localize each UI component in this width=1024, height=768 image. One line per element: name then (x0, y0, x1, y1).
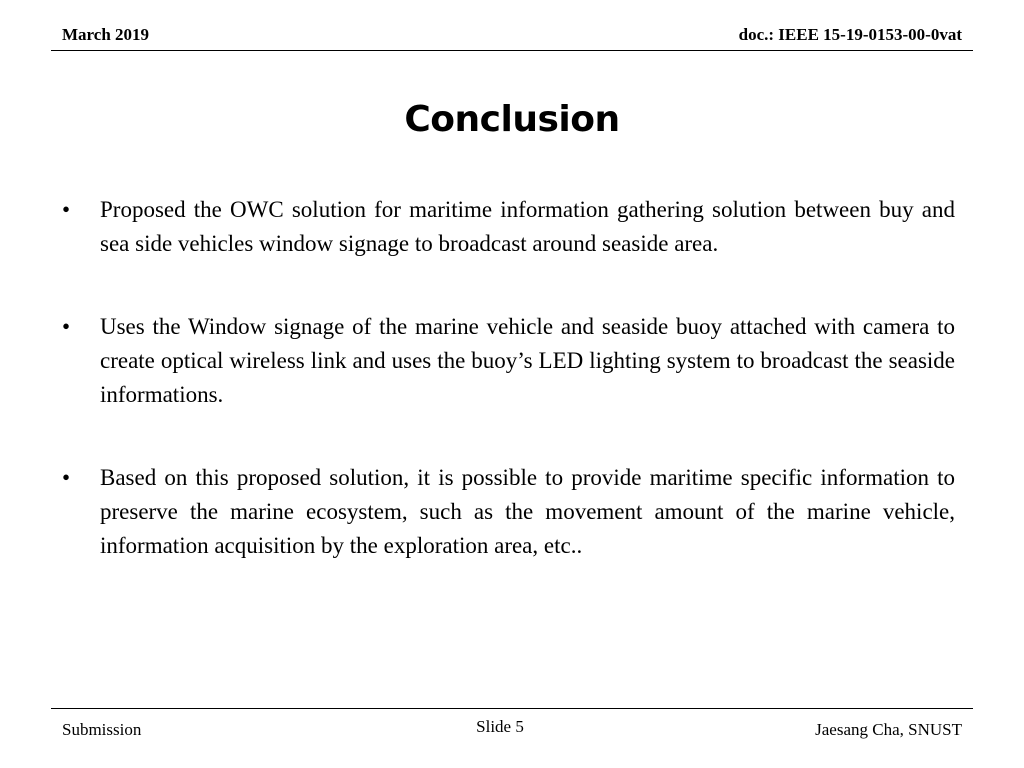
slide-number: Slide 5 (476, 717, 524, 736)
bullet-item (62, 193, 955, 261)
bullet-item (62, 310, 955, 412)
bullet-list (62, 193, 955, 563)
footer-author: Jaesang Cha, SNUST (815, 720, 962, 739)
bullet-marker: • (62, 197, 71, 222)
bullet-marker: • (62, 314, 71, 339)
header-doc-id: doc.: IEEE 15-19-0153-00-0vat (738, 25, 962, 44)
footer-submission: Submission (62, 720, 142, 739)
header-divider (51, 50, 973, 51)
header-date: March 2019 (62, 25, 150, 44)
footer-divider (51, 708, 973, 709)
bullet-item (62, 461, 955, 563)
bullet-text: Proposed the OWC solution for maritime information gathering solution between buy and sea side vehicles window signage to broadcast around seaside area. (100, 197, 955, 256)
bullet-text: Uses the Window signage of the marine vehicle and seaside buoy attached with camera to create optical wireless link and uses the buoy’s LED lighting system to broadcast the seaside informations. (100, 314, 955, 407)
bullet-text: Based on this proposed solution, it is possible to provide maritime specific information to preserve the marine ecosystem, such as the movement amount of the marine vehicle, information acquisition by the exploration area, etc.. (100, 465, 955, 558)
slide-title: Conclusion (404, 99, 620, 140)
bullet-marker: • (62, 465, 71, 490)
